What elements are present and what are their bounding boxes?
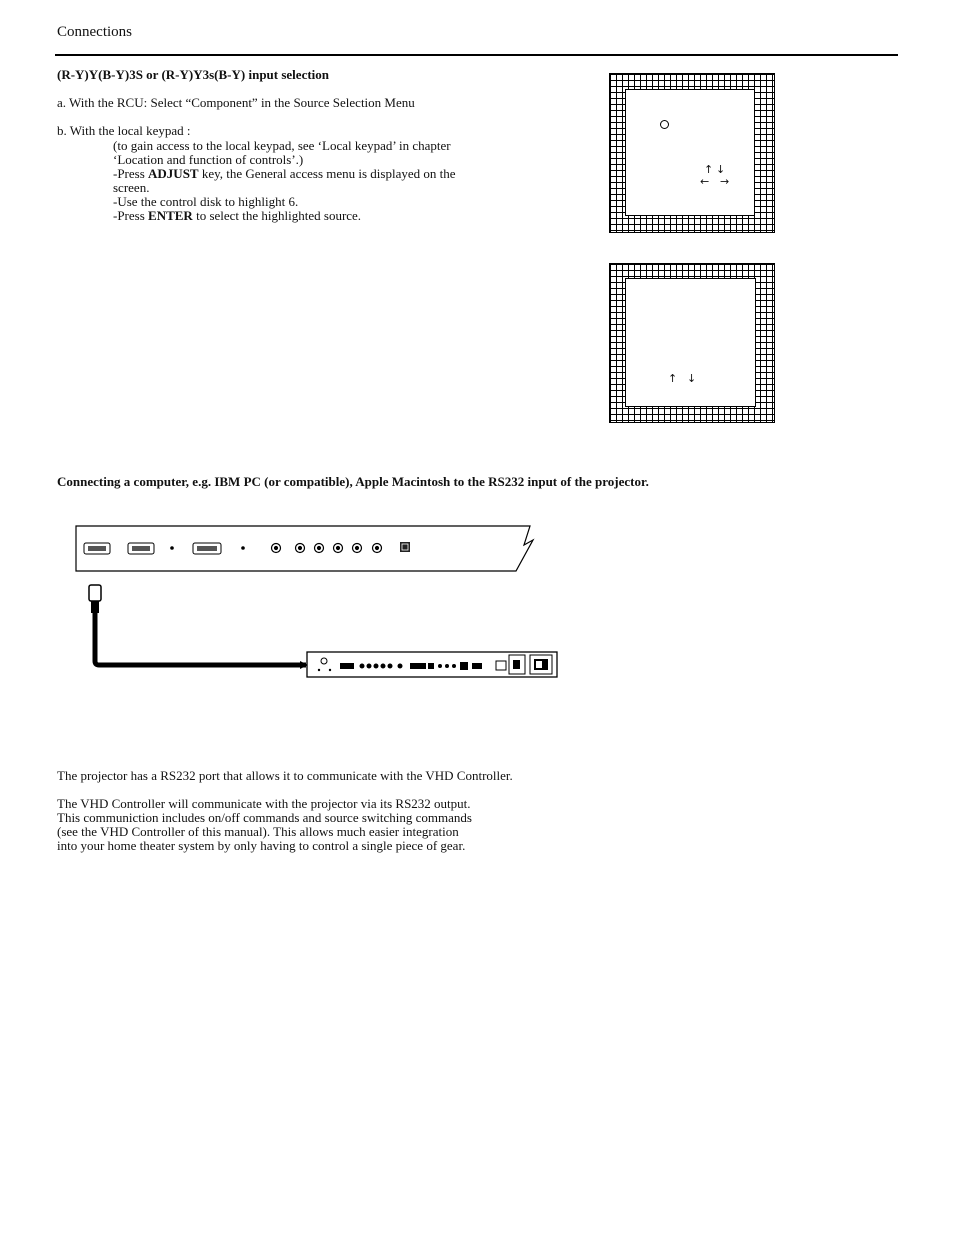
paragraph-line-1: The VHD Controller will communicate with the projector via its RS232 output.: [57, 796, 471, 811]
dsub-connector-1: [84, 543, 110, 554]
vhd-controller-rear-panel: [307, 652, 557, 677]
arrow-right-icon: →: [720, 175, 730, 188]
arrow-up-icon: ↑: [704, 163, 714, 176]
enter-rest: to select the highlighted source.: [192, 208, 362, 223]
adjust-continued: screen.: [113, 180, 150, 195]
step-b-details: [113, 139, 503, 223]
paragraph-vhd-controller: [57, 797, 472, 853]
menu-screen-1-inner: [625, 89, 755, 216]
paragraph-line-2: This communiction includes on/off commands and source switching commands: [57, 810, 472, 825]
header-rule: [55, 54, 898, 56]
adjust-key: ADJUST: [148, 166, 199, 181]
note-line-1: (to gain access to the local keypad, see ‘Local keypad’ in chapter: [113, 138, 451, 153]
paragraph-line-4: into your home theater system by only having to control a single piece of gear.: [57, 838, 466, 853]
arrow-down-icon: ↓: [716, 163, 726, 176]
arrow-down-icon-2: ↓: [687, 372, 697, 385]
arrow-up-icon-2: ↑: [668, 372, 678, 385]
menu-screen-illustration-1: [609, 73, 775, 233]
control-disk-icon: [660, 120, 669, 129]
dsub-connector-3: [193, 543, 221, 554]
page-header: Connections: [57, 24, 132, 40]
section-title-component-input: (R-Y)Y(B-Y)3S or (R-Y)Y3s(B-Y) input selection: [57, 67, 330, 82]
control-disk-line: -Use the control disk to highlight 6.: [113, 194, 299, 209]
menu-screen-illustration-2: [609, 263, 775, 423]
press-prefix-2: -Press: [113, 208, 149, 223]
rs232-cable: [95, 613, 306, 665]
rs232-connection-diagram: [60, 515, 570, 690]
step-b-text: b. With the local keypad :: [57, 123, 191, 138]
step-a-text: a. With the RCU: Select “Component” in the Source Selection Menu: [57, 95, 415, 110]
screw-dot-2: [241, 546, 245, 550]
adjust-rest: key, the General access menu is displayed on the: [198, 166, 456, 181]
note-line-2: ‘Location and function of controls’.): [113, 152, 304, 167]
press-prefix: -Press: [113, 166, 149, 181]
enter-key: ENTER: [148, 208, 193, 223]
square-port: [400, 542, 410, 552]
menu-screen-2-inner: [625, 278, 756, 407]
rs232-plug: [89, 585, 101, 613]
section-title-rs232: Connecting a computer, e.g. IBM PC (or compatible), Apple Macintosh to the RS232 input of the projector.: [57, 474, 649, 489]
screw-dot-1: [170, 546, 174, 550]
paragraph-rs232-port: The projector has a RS232 port that allows it to communicate with the VHD Controller.: [57, 768, 513, 783]
enter-line: [113, 209, 503, 223]
adjust-line: [113, 167, 503, 181]
paragraph-line-3: (see the VHD Controller of this manual). This allows much easier integration: [57, 824, 459, 839]
arrow-left-icon: ←: [700, 175, 710, 188]
dsub-connector-2: [128, 543, 154, 554]
